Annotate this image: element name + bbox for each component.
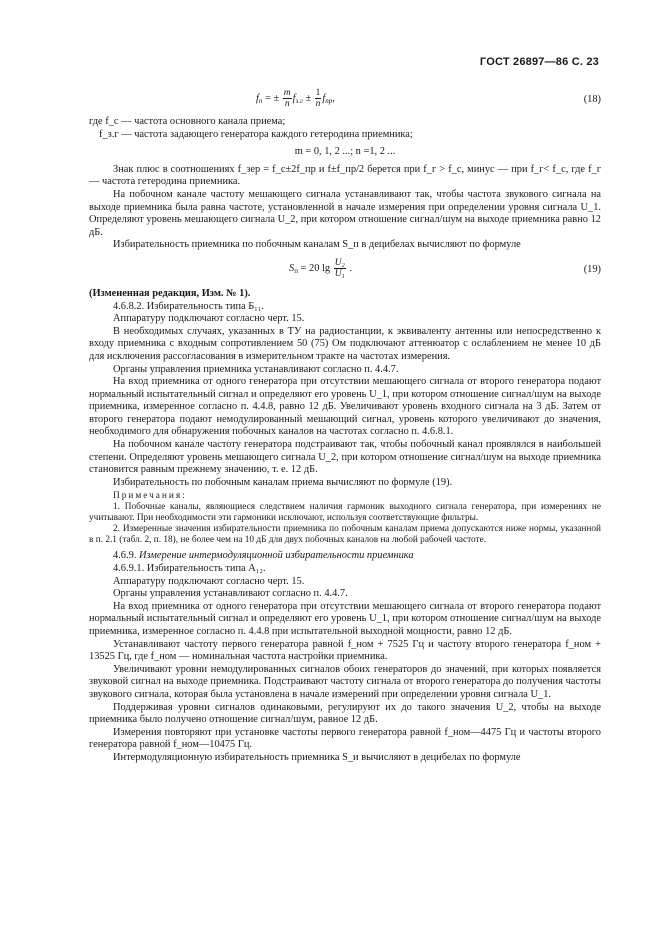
where-fzg: f_з.г — частота задающего генератора каждого гетеродина приемника; <box>99 128 413 140</box>
formula-19-number: (19) <box>583 263 601 275</box>
formula-18-expression: $f_п$ = ± $\frac{m}{n}$ $f_{з.г}$ ± $\frac{1}{n}$ $f_{пр}$, <box>256 88 335 109</box>
section-4-6-8-2: 4.6.8.2. Избирательность типа Б₁₁. <box>113 300 265 312</box>
para-sign: Знак плюс в соотношениях f_зер = f_c±2f_пр и f±f_пр/2 берется при f_г > f_c, минус — при f_г< f_c, где f_г — частота гетеродина приемника. <box>89 163 601 188</box>
para-selectivity-formula: Избирательность приемника по побочным каналам S_п в децибелах вычисляют по формуле <box>113 239 521 251</box>
note-1: 1. Побочные каналы, являющиеся следствием наличия гармоник выходного сигнала генератора, при измерениях не учитывают. При необходимости эти гармоники исключают, используя соответствующие фильтры. <box>89 502 601 524</box>
para-calc-19: Избирательность по побочным каналам приема вычисляют по формуле (19). <box>113 476 453 488</box>
notes-title: Примечания: <box>113 491 187 502</box>
para-intermod-formula: Интермодуляционную избирательность приемника S_и вычисляют в децибелах по формуле <box>113 751 521 763</box>
amendment-note: (Измененная редакция, Изм. № 1). <box>89 287 251 299</box>
para-keep-levels: Поддерживая уровни сигналов одинаковыми, регулируют их до такого значения U_2, чтобы на выходе приемника было получено отношение сигнал/шум, равное 12 дБ. <box>89 701 601 726</box>
formula-18-frac-1-n: $\frac{1}{n}$ <box>315 88 321 109</box>
where-fc: где f_c — частота основного канала приема; <box>89 116 286 127</box>
formula-19-expression: $S_п = 20$ lg $\frac{\text{U₂}}{\text{U₁}}$ . <box>289 257 353 279</box>
para-equipment-1: Аппаратуру подключают согласно черт. 15. <box>113 313 305 325</box>
para-controls-1: Органы управления приемника устанавливают согласно п. 4.4.7. <box>113 363 399 375</box>
para-input-2: На вход приемника от одного генератора при отсутствии мешающего сигнала от второго генератора подают нормальный испытательный сигнал и определяют его уровень U_1, при котором отношение сигнал/шум на выходе приемника, измеренное согласно п. 4.4.8 при испытательной выходной мощности, равно 12 дБ. <box>89 600 601 637</box>
para-repeat: Измерения повторяют при установке частоты первого генератора равной f_ном—4475 Гц и частоты второго генератора равной f_ном—10475 Гц. <box>89 726 601 751</box>
para-tune: На побочном канале частоту генератора подстраивают так, чтобы побочный канал проявлялся в наибольшей степени. Определяют уровень мешающего сигнала U_2, при котором отношение сигнал/шум на выходе приемника становится равным прежнему значению, т. е. 12 дБ. <box>89 439 601 476</box>
formula-18-frac-m-n: $\frac{m}{n}$ <box>283 88 291 109</box>
section-4-6-9 <box>89 550 601 563</box>
formula-19-frac: $\frac{\text{U₂}}{\text{U₁}}$ <box>334 257 345 279</box>
para-controls-2: Органы управления устанавливают согласно п. 4.4.7. <box>113 588 348 600</box>
page-header: ГОСТ 26897—86 С. 23 <box>479 56 599 68</box>
formula-18-number: (18) <box>583 94 601 105</box>
note-2: 2. Измеренные значения избирательности приемника по побочным каналам приема допускаются ниже нормы, указанной в п. 2.1 (табл. 2, п. 18), не более чем на 10 дБ для двух побочных каналов на любой рабочей частоте. <box>89 524 601 546</box>
para-frequencies: Устанавливают частоту первого генератора равной f_ном + 7525 Гц и частоту второго генератора f_ном + 13525 Гц, где f_ном — номинальная частота настройки приемника. <box>89 638 601 663</box>
formula-18 <box>89 88 601 116</box>
section-4-6-9-1: 4.6.9.1. Избирательность типа А₁₂. <box>113 563 266 575</box>
formula-19 <box>89 256 601 288</box>
section-4-6-9-number: 4.6.9. <box>113 550 137 562</box>
page-content <box>89 88 601 765</box>
para-attenuator: В необходимых случаях, указанных в ТУ на радиостанции, к эквиваленту антенны или непосредственно к входу приемника с входным сопротивлением 50 (75) Ом подключают аттенюатор с ослаблением не менее 10 дБ для исключения рассогласования в измерительном тракте на частотах измерения. <box>89 325 601 362</box>
m-n-values: m = 0, 1, 2 ...; n =1, 2 ... <box>294 146 396 158</box>
section-4-6-9-title: Измерение интермодуляционной избирательности приемника <box>139 550 414 562</box>
para-input-1: На вход приемника от одного генератора при отсутствии мешающего сигнала от второго генератора подают нормальный испытательный сигнал и определяют его уровень U_1, при котором отношение сигнал/шум на выходе приемника, измеренное согласно п. 4.4.8, равно 12 дБ. Увеличивают уровень входного сигнала на 3 дБ. Затем от второго генератора подают немодулированный мешающий сигнал, уровень которого увеличивают до значения, необходимого для обнаружения побочных каналов на частотах согласно п. 4.6.8.1. <box>89 376 601 438</box>
para-equipment-2: Аппаратуру подключают согласно черт. 15. <box>113 575 305 587</box>
para-raise-levels: Увеличивают уровни немодулированных сигналов обоих генераторов до значений, при которых появляется звуковой сигнал на выходе приемника. Подстраивают частоту сигнала от второго генератора до получения частоты звукового сигнала, которая была установлена в начале измерений при определении уровня сигнала U_1. <box>89 663 601 700</box>
para-spurious-channel: На побочном канале частоту мешающего сигнала устанавливают так, чтобы частота звукового сигнала на выходе приемника была равна частоте, установленной в начале измерения при определении уровня сигнала U_1. Определяют уровень мешающего сигнала U_2, при котором отношение сигнал/шум на выходе приемника равно 12 дБ. <box>89 188 601 238</box>
